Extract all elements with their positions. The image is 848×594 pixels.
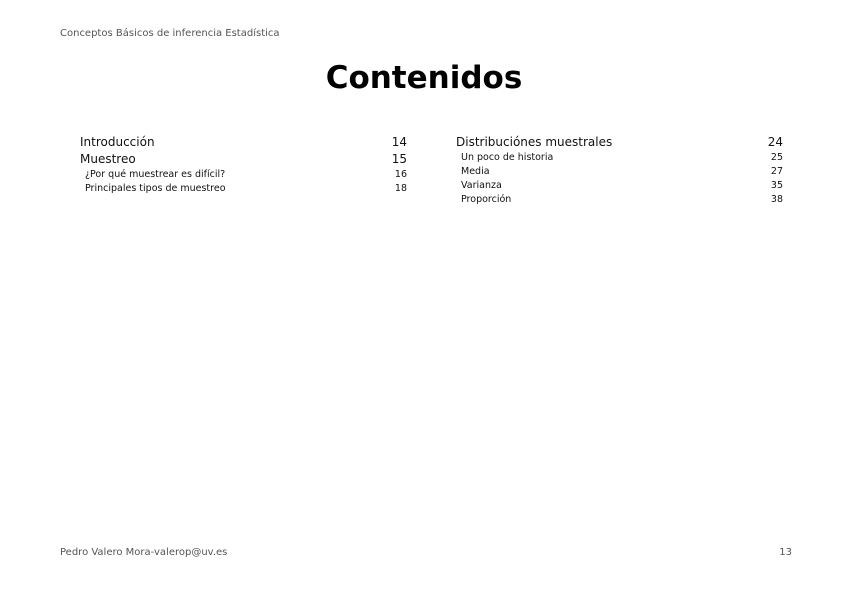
- toc-entry-page: 24: [767, 135, 783, 149]
- toc-entry-label: Muestreo: [80, 152, 136, 166]
- toc-entry-page: 15: [391, 152, 407, 166]
- toc-subentry[interactable]: [80, 168, 407, 182]
- toc-entry-label: Introducción: [80, 135, 155, 149]
- toc-subentry-page: 27: [770, 166, 783, 177]
- toc-entry[interactable]: [80, 134, 407, 151]
- toc-column-right: [456, 134, 783, 207]
- toc-entry-label: Distribuciónes muestrales: [456, 135, 613, 149]
- toc-subentry-page: 18: [394, 183, 407, 194]
- toc-subentry-label: Proporción: [461, 194, 512, 205]
- toc-subentry[interactable]: [456, 179, 783, 193]
- footer-page-number: 13: [779, 547, 792, 558]
- toc-subentry[interactable]: [456, 151, 783, 165]
- toc-subentry-page: 35: [770, 180, 783, 191]
- toc-entry-page: 14: [391, 135, 407, 149]
- toc-column-left: [80, 134, 407, 196]
- toc-entry[interactable]: [456, 134, 783, 151]
- toc-subentry-page: 38: [770, 194, 783, 205]
- toc-subentry[interactable]: [80, 182, 407, 196]
- toc-subentry-page: 25: [770, 152, 783, 163]
- toc-subentry[interactable]: [456, 165, 783, 179]
- toc-subentry-label: Media: [461, 166, 490, 177]
- toc-subentry-label: ¿Por qué muestrear es difícil?: [85, 169, 226, 180]
- toc-subentry[interactable]: [456, 193, 783, 207]
- toc-subentry-label: Un poco de historia: [461, 152, 554, 163]
- toc-entry[interactable]: [80, 151, 407, 168]
- page-title: Contenidos: [325, 60, 523, 96]
- running-header: Conceptos Básicos de inferencia Estadística: [60, 28, 280, 39]
- toc-subentry-page: 16: [394, 169, 407, 180]
- toc-subentry-label: Principales tipos de muestreo: [85, 183, 226, 194]
- footer-author: Pedro Valero Mora-valerop@uv.es: [60, 547, 228, 558]
- toc-subentry-label: Varianza: [461, 180, 502, 191]
